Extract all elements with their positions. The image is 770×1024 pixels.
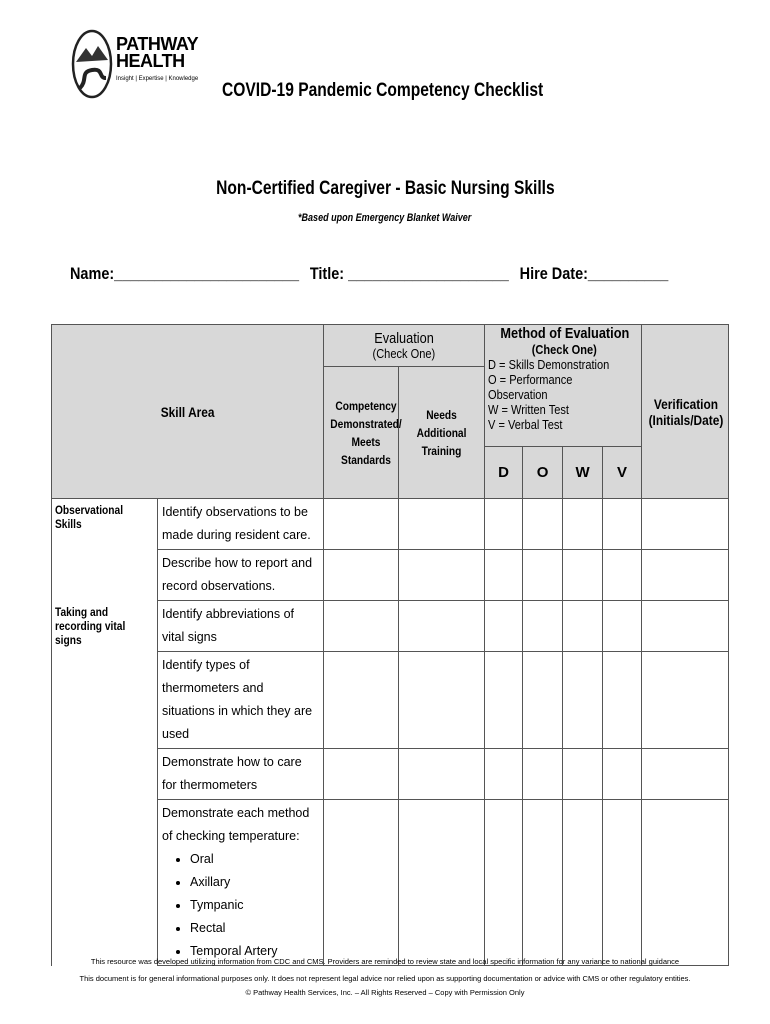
table-row <box>52 499 729 550</box>
document-subtitle: Non-Certified Caregiver - Basic Nursing Skills <box>215 178 555 199</box>
skill-cell: Identify types of thermometers and situations in which they are used <box>158 652 324 749</box>
check-cell[interactable] <box>324 652 399 749</box>
verification-cell[interactable] <box>642 601 729 652</box>
check-cell[interactable] <box>399 499 485 550</box>
list-item: • Oral <box>190 848 319 871</box>
check-cell[interactable] <box>399 601 485 652</box>
col-v-header: V <box>603 447 642 499</box>
check-cell[interactable] <box>324 601 399 652</box>
skill-cell: Describe how to report and record observations. <box>158 550 324 601</box>
check-cell[interactable] <box>563 800 603 966</box>
method-header: Method of Evaluation (Check One) D = Skills Demonstration O = Performance Observation W = Written Test V = Verbal Test <box>485 325 642 447</box>
list-item: • Temporal Artery <box>190 940 319 963</box>
logo-tagline: Insight | Expertise | Knowledge <box>116 76 199 82</box>
skill-cell: Demonstrate each method of checking temperature: • Oral • Axillary • Tympanic • Rectal • Temporal Artery <box>158 800 324 966</box>
check-cell[interactable] <box>603 652 642 749</box>
table-row <box>52 601 729 652</box>
check-cell[interactable] <box>324 800 399 966</box>
list-item: • Rectal <box>190 917 319 940</box>
footer-line-2: This document is for general informational purposes only. It does not represent legal advice nor relied upon as supporting documentation or advice with CMS or other regulatory entities. <box>79 974 691 983</box>
name-field[interactable]: Name:_______________________ <box>70 264 300 283</box>
pathway-health-logo <box>70 28 199 100</box>
competency-table <box>51 324 729 966</box>
competency-header: Competency Demonstrated/ Meets Standards <box>324 367 399 499</box>
check-cell[interactable] <box>563 749 603 800</box>
check-cell[interactable] <box>563 499 603 550</box>
check-cell[interactable] <box>523 550 563 601</box>
verification-cell[interactable] <box>642 652 729 749</box>
verification-header: Verification (Initials/Date) <box>642 325 729 499</box>
verification-cell[interactable] <box>642 749 729 800</box>
verification-cell[interactable] <box>642 499 729 550</box>
check-cell[interactable] <box>523 749 563 800</box>
check-cell[interactable] <box>485 550 523 601</box>
check-cell[interactable] <box>485 652 523 749</box>
check-cell[interactable] <box>485 800 523 966</box>
document-title: COVID-19 Pandemic Competency Checklist <box>222 80 544 101</box>
logo-emblem-icon <box>70 28 114 100</box>
footer-line-1: This resource was developed utilizing information from CDC and CMS. Providers are reminded to review state and local specific information for any variance to national guidance <box>90 957 680 966</box>
title-field[interactable]: Title: ____________________ <box>309 264 509 283</box>
check-cell[interactable] <box>523 601 563 652</box>
needs-training-header: Needs Additional Training <box>399 367 485 499</box>
check-cell[interactable] <box>603 601 642 652</box>
check-cell[interactable] <box>485 601 523 652</box>
check-cell[interactable] <box>523 499 563 550</box>
check-cell[interactable] <box>399 800 485 966</box>
check-cell[interactable] <box>523 652 563 749</box>
temperature-methods-list <box>162 848 319 963</box>
check-cell[interactable] <box>603 499 642 550</box>
col-w-header: W <box>563 447 603 499</box>
verification-cell[interactable] <box>642 550 729 601</box>
check-cell[interactable] <box>324 499 399 550</box>
check-cell[interactable] <box>399 749 485 800</box>
check-cell[interactable] <box>324 749 399 800</box>
list-item: • Tympanic <box>190 894 319 917</box>
waiver-note: *Based upon Emergency Blanket Waiver <box>298 212 472 224</box>
category-vitals: Taking and recording vital signs <box>52 601 158 966</box>
check-cell[interactable] <box>399 550 485 601</box>
list-item: • Axillary <box>190 871 319 894</box>
employee-fields <box>70 264 675 284</box>
check-cell[interactable] <box>324 550 399 601</box>
check-cell[interactable] <box>485 749 523 800</box>
check-cell[interactable] <box>603 550 642 601</box>
check-cell[interactable] <box>399 652 485 749</box>
col-d-header: D <box>485 447 523 499</box>
check-cell[interactable] <box>563 550 603 601</box>
verification-cell[interactable] <box>642 800 729 966</box>
skill-cell: Identify observations to be made during resident care. <box>158 499 324 550</box>
col-o-header: O <box>523 447 563 499</box>
evaluation-header: Evaluation (Check One) <box>324 325 485 367</box>
check-cell[interactable] <box>563 601 603 652</box>
check-cell[interactable] <box>603 749 642 800</box>
check-cell[interactable] <box>523 800 563 966</box>
check-cell[interactable] <box>603 800 642 966</box>
category-observational: Observational Skills <box>52 499 158 601</box>
hire-date-field[interactable]: Hire Date:__________ <box>519 264 669 283</box>
check-cell[interactable] <box>485 499 523 550</box>
skill-area-header: Skill Area <box>52 325 324 499</box>
logo-wordmark: PATHWAY HEALTH <box>116 34 199 71</box>
check-cell[interactable] <box>563 652 603 749</box>
footer-copyright: © Pathway Health Services, Inc. – All Rights Reserved – Copy with Permission Only <box>245 988 525 997</box>
skill-cell: Demonstrate how to care for thermometers <box>158 749 324 800</box>
skill-cell: Identify abbreviations of vital signs <box>158 601 324 652</box>
